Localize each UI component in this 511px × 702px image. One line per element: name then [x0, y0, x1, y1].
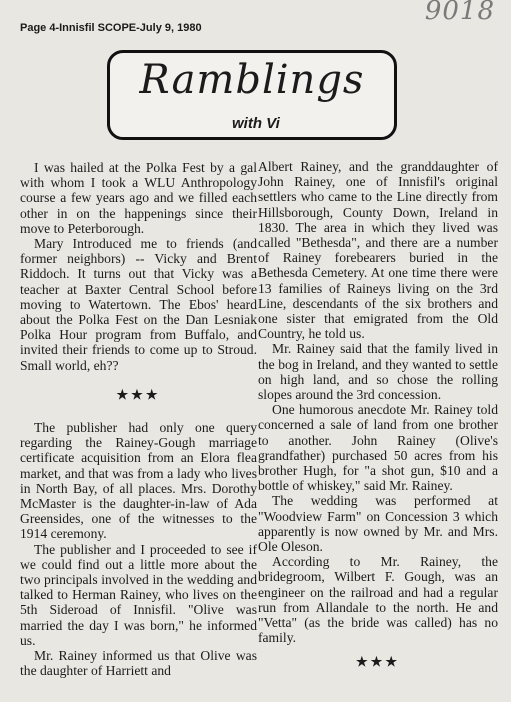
paragraph: The publisher and I proceeded to see if we could find out a little more about the two principals involved in the wedding and talked to Herman Rainey, who lives on the 5th Sideroad of Innisfil. "Olive was married the day I was born," he informed us. [20, 541, 257, 648]
paragraph: According to Mr. Rainey, the bridegroom, Wilbert F. Gough, was an engineer on the railroad and had a regular run from Allandale to the north. He and "Vetta" (as the bride was called) has no family. [258, 554, 498, 646]
paragraph: Albert Rainey, and the granddaughter of John Rainey, one of Innisfil's original settlers who came to the Line directly from Hillsborough, County Down, Ireland in 1830. The area in which they lived was called "Bethesda", and there are a number of Rainey forebearers buried in the Bethesda Cemetery. At one time there were 13 families of Raineys living on the 3rd Line, descendants of the six brothers and one sister that emigrated from the Old Country, he told us. [258, 159, 498, 342]
right-column [258, 159, 498, 687]
masthead-title: Ramblings [139, 57, 365, 103]
paragraph: Mary Introduced me to friends (and former neighbors) -- Vicky and Brent Riddoch. It turns out that Vicky was a teacher at Baxter Central School before moving to Watertown. The Ebos' heard about the Polka Fest on the Dan Lesniak Polka Hour program from Buffalo, and invited their friends to come up to Stroud. Small world, eh?? [20, 236, 257, 373]
section-divider-stars: ★★★ [356, 653, 400, 669]
paragraph: One humorous anecdote Mr. Rainey told concerned a sale of land from one brother to another. John Rainey (Olive's grandfather) purchased 50 acres from his brother Hugh, for "a shot gun, $10 and a bottle of whiskey," said Mr. Rainey. [258, 402, 498, 494]
masthead-byline: with Vi [232, 115, 280, 132]
handwritten-page-number: 9018 [424, 0, 495, 26]
section-divider-stars: ★★★ [116, 386, 161, 402]
paragraph: Mr. Rainey said that the family lived in the bog in Ireland, and they wanted to settle on high land, and so chose the rolling slopes around the 3rd concession. [258, 341, 498, 403]
paragraph: The publisher had only one query regarding the Rainey-Gough marriage certificate acquisition from an Elora flea market, and that was from a lady who lives in North Bay, of all places. Mrs. Dorothy McMaster is the daughter-in-law of Ada Greensides, one of the witnesses to the 1914 ceremony. [20, 420, 257, 542]
page-header: Page 4-Innisfil SCOPE-July 9, 1980 [20, 22, 202, 34]
column-masthead [107, 50, 397, 140]
paragraph: The wedding was performed at "Woodview Farm" on Concession 3 which apparently is now owned by Mr. and Mrs. Ole Oleson. [258, 493, 498, 555]
paragraph: Mr. Rainey informed us that Olive was the daughter of Harriett and [20, 648, 257, 679]
bleed-through-decoration [385, 42, 511, 142]
paragraph: I was hailed at the Polka Fest by a gal with whom I took a WLU Anthropology course a few years ago and we filled each other in on the happenings since their move to Peterborough. [20, 160, 257, 236]
left-column [20, 160, 257, 679]
